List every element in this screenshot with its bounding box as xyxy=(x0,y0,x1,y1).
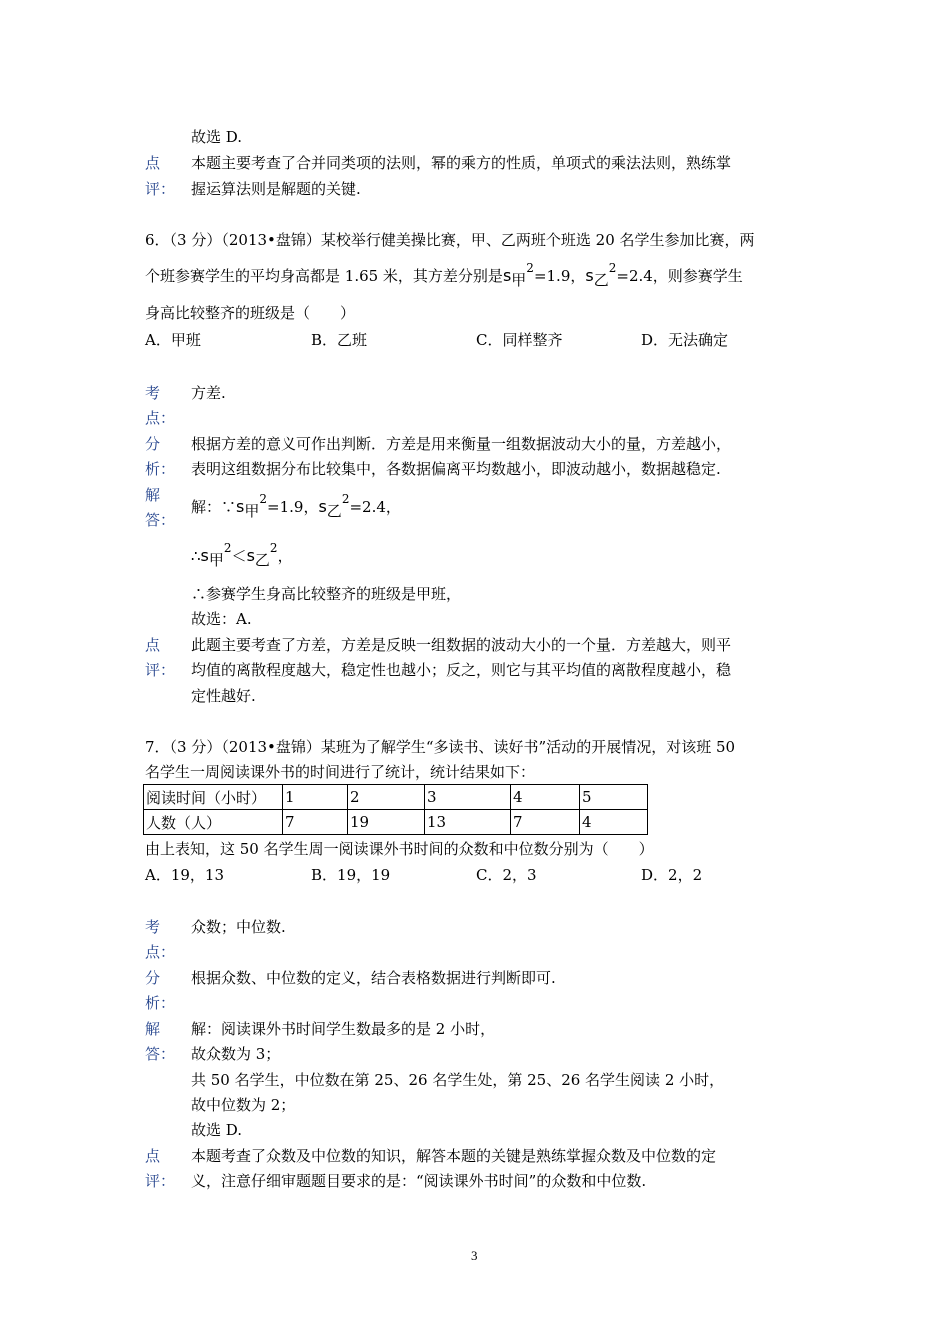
table-cell: 5 xyxy=(580,785,648,810)
q7-dianping-label-1: 点 xyxy=(145,1147,161,1165)
q7-option-a: A．19，13 xyxy=(145,866,225,884)
prev-choice: 故选 D. xyxy=(191,128,243,146)
q7-stem-line-3: 由上表知，这 50 名学生周一阅读课外书时间的众数和中位数分别为（ ） xyxy=(145,840,654,858)
q7-fenxi: 根据众数、中位数的定义，结合表格数据进行判断即可. xyxy=(191,969,556,987)
q7-option-b: B．19，19 xyxy=(311,866,391,884)
q6-fenxi-line-1: 根据方差的意义可作出判断．方差是用来衡量一组数据波动大小的量，方差越小， xyxy=(191,435,732,453)
q7-stem-line-2: 名学生一周阅读课外书的时间进行了统计，统计结果如下： xyxy=(145,763,536,781)
table-cell: 4 xyxy=(511,785,580,810)
table-cell: 7 xyxy=(511,810,580,835)
q6-kaodian-label-1: 考 xyxy=(145,384,161,402)
table-row xyxy=(144,810,648,835)
q6-dianping-line-2: 均值的离散程度越大，稳定性也越小；反之，则它与其平均值的离散程度越小，稳 xyxy=(191,661,732,679)
q7-option-d: D．2，2 xyxy=(641,866,703,884)
q7-dianping-label-2: 评： xyxy=(145,1172,176,1190)
table-cell: 3 xyxy=(425,785,511,810)
q7-jieda-line-4: 故中位数为 2； xyxy=(191,1096,296,1114)
q6-dianping-label-2: 评： xyxy=(145,661,176,679)
q6-kaodian: 方差. xyxy=(191,384,226,402)
table-cell: 7 xyxy=(283,810,348,835)
prev-comment-label-1: 点 xyxy=(145,154,161,172)
reading-time-table xyxy=(143,784,648,835)
q7-jieda-line-3: 共 50 名学生，中位数在第 25、26 名学生处，第 25、26 名学生阅读 2 小时， xyxy=(191,1071,725,1089)
q6-dianping-line-1: 此题主要考查了方差，方差是反映一组数据的波动大小的一个量．方差越大，则平 xyxy=(191,636,732,654)
q7-option-c: C．2，3 xyxy=(476,866,537,884)
q6-jieda-line-1: 解：∵s甲$^2$=1.9，s乙$^2$=2.4， xyxy=(191,492,401,520)
prev-comment-line-1: 本题主要考查了合并同类项的法则，幂的乘方的性质，单项式的乘法法则，熟练掌 xyxy=(191,154,732,172)
q7-fenxi-label-2: 析： xyxy=(145,994,176,1012)
prev-comment-line-2: 握运算法则是解题的关键. xyxy=(191,180,361,198)
q6-dianping-line-3: 定性越好. xyxy=(191,687,256,705)
page-number: 3 xyxy=(471,1248,478,1263)
q7-jieda-line-1: 解：阅读课外书时间学生数最多的是 2 小时， xyxy=(191,1020,496,1038)
q6-conclusion: ∴参赛学生身高比较整齐的班级是甲班， xyxy=(191,585,462,603)
table-cell: 人数（人） xyxy=(144,810,283,835)
table-cell: 1 xyxy=(283,785,348,810)
q6-option-a: A．甲班 xyxy=(145,331,201,349)
q6-stem-line-1: 6．（3 分）（2013•盘锦）某校举行健美操比赛，甲、乙两班个班选 20 名学生参加比赛，两 xyxy=(145,231,755,249)
table-cell: 阅读时间（小时） xyxy=(144,785,283,810)
q7-jieda-label-2: 答： xyxy=(145,1045,176,1063)
q6-jieda-label-1: 解 xyxy=(145,486,161,504)
q7-dianping-line-2: 义，注意仔细审题题目要求的是：“阅读课外书时间”的众数和中位数. xyxy=(191,1172,647,1190)
q7-kaodian: 众数；中位数. xyxy=(191,918,286,936)
q6-kaodian-label-2: 点： xyxy=(145,409,176,427)
q6-choice: 故选：A. xyxy=(191,610,252,628)
q6-stem-line-3: 身高比较整齐的班级是（ ） xyxy=(145,304,356,322)
table-row xyxy=(144,785,648,810)
table-cell: 19 xyxy=(348,810,425,835)
q6-jieda-line-2: ∴s甲$^2$＜s乙$^2$， xyxy=(191,541,293,569)
q7-kaodian-label-1: 考 xyxy=(145,918,161,936)
q7-stem-line-1: 7．（3 分）（2013•盘锦）某班为了解学生“多读书、读好书”活动的开展情况，对该班 50 xyxy=(145,738,736,756)
q6-stem-line-2: 个班参赛学生的平均身高都是 1.65 米，其方差分别是s甲$^2$=1.9，s乙$^2$=2.4，则参赛学生 xyxy=(145,261,743,289)
q7-jieda-line-2: 故众数为 3； xyxy=(191,1045,281,1063)
table-cell: 4 xyxy=(580,810,648,835)
q6-option-d: D．无法确定 xyxy=(641,331,729,349)
q6-fenxi-label-2: 析： xyxy=(145,460,176,478)
q6-jieda-label-2: 答： xyxy=(145,511,176,529)
table-cell: 13 xyxy=(425,810,511,835)
q7-dianping-line-1: 本题考查了众数及中位数的知识，解答本题的关键是熟练掌握众数及中位数的定 xyxy=(191,1147,717,1165)
prev-comment-label-2: 评： xyxy=(145,180,176,198)
q6-fenxi-line-2: 表明这组数据分布比较集中，各数据偏离平均数越小，即波动越小，数据越稳定. xyxy=(191,460,721,478)
q6-fenxi-label-1: 分 xyxy=(145,435,161,453)
q6-option-c: C．同样整齐 xyxy=(476,331,563,349)
q7-jieda-line-5: 故选 D. xyxy=(191,1121,243,1139)
q7-jieda-label-1: 解 xyxy=(145,1020,161,1038)
q7-fenxi-label-1: 分 xyxy=(145,969,161,987)
q6-dianping-label-1: 点 xyxy=(145,636,161,654)
q7-kaodian-label-2: 点： xyxy=(145,943,176,961)
table-cell: 2 xyxy=(348,785,425,810)
q6-option-b: B．乙班 xyxy=(311,331,368,349)
